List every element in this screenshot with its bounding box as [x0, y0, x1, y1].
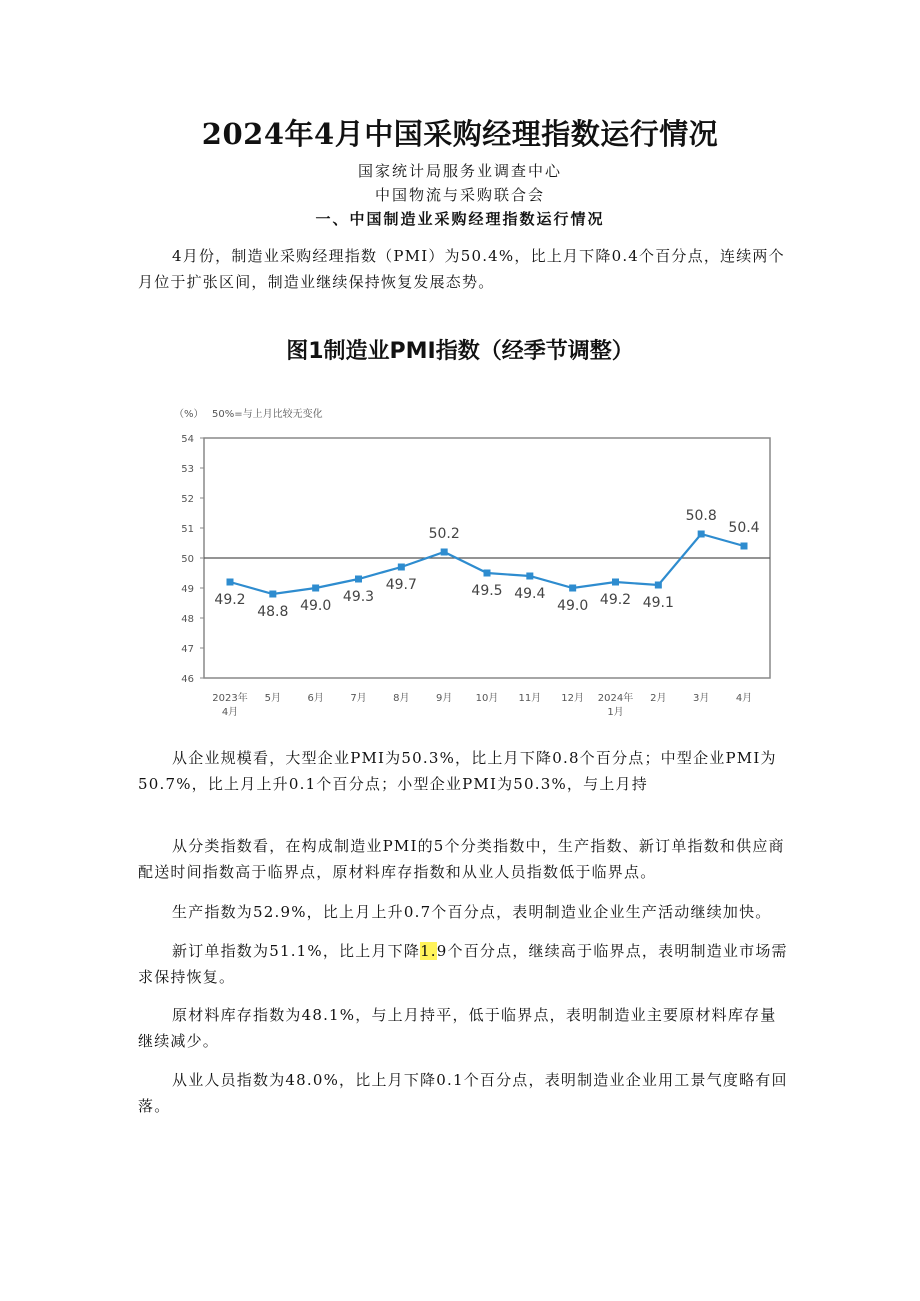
data-point — [355, 576, 362, 583]
y-tick-label: 52 — [181, 494, 194, 505]
x-tick-label: 11月 — [518, 693, 542, 704]
data-label: 49.0 — [300, 598, 332, 614]
data-point — [227, 579, 234, 586]
data-point — [655, 582, 662, 589]
new-orders-text-1: 新订单指数为51.1%，比上月下降 — [172, 942, 421, 960]
x-tick-label: 6月 — [307, 693, 324, 704]
paragraph-enterprise-scale: 从企业规模看，大型企业PMI为50.3%，比上月下降0.8个百分点；中型企业PMI为50.7%，比上月上升0.1个百分点；小型企业PMI为50.3%，与上月持 — [138, 749, 777, 793]
y-tick-label: 46 — [181, 674, 194, 685]
data-point — [612, 579, 619, 586]
data-label: 50.8 — [685, 508, 717, 524]
x-tick-label: 4月 — [221, 707, 239, 718]
data-point — [569, 585, 576, 592]
org-line-2: 中国物流与采购联合会 — [374, 186, 545, 204]
data-label: 49.7 — [385, 577, 417, 593]
paragraph-production-index: 生产指数为52.9%，比上月上升0.7个百分点，表明制造业企业生产活动继续加快。 — [172, 903, 772, 921]
x-tick-label: 4月 — [735, 693, 753, 704]
y-tick-label: 53 — [181, 464, 194, 475]
data-label: 50.4 — [728, 520, 760, 536]
x-tick-label: 8月 — [393, 693, 410, 704]
pmi-line-chart — [160, 398, 780, 728]
x-tick-label: 1月 — [607, 707, 624, 718]
x-tick-label: 12月 — [561, 693, 585, 704]
highlighted-text: 1. — [420, 942, 437, 960]
x-tick-label: 2月 — [650, 693, 667, 704]
data-label: 50.2 — [428, 526, 460, 542]
x-tick-label: 7月 — [350, 693, 367, 704]
x-tick-label: 2023年 — [212, 693, 248, 704]
paragraph-sub-indices: 从分类指数看，在构成制造业PMI的5个分类指数中，生产指数、新订单指数和供应商配送时间指数高于临界点，原材料库存指数和从业人员指数低于临界点。 — [138, 837, 785, 881]
data-point — [698, 531, 705, 538]
y-tick-label: 47 — [181, 644, 194, 655]
paragraph-new-orders-index — [138, 938, 788, 990]
data-label: 48.8 — [257, 604, 289, 620]
data-label: 49.2 — [599, 592, 632, 608]
data-label: 49.5 — [471, 583, 503, 599]
y-tick-label: 50 — [181, 554, 194, 565]
data-point — [398, 564, 405, 571]
x-tick-label: 2024年 — [597, 693, 634, 704]
y-tick-label: 49 — [181, 584, 194, 595]
data-label: 49.3 — [342, 589, 375, 605]
data-point — [526, 573, 533, 580]
data-label: 49.0 — [557, 598, 589, 614]
y-tick-label: 54 — [181, 434, 194, 445]
paragraph-pmi-summary: 4月份，制造业采购经理指数（PMI）为50.4%，比上月下降0.4个百分点，连续两个月位于扩张区间，制造业继续保持恢复发展态势。 — [138, 247, 785, 291]
chart-annotation: 50%=与上月比较无变化 — [212, 409, 323, 420]
x-tick-label: 5月 — [264, 693, 282, 704]
y-axis-unit: （%） — [174, 409, 204, 420]
paragraph-raw-materials-index: 原材料库存指数为48.1%，与上月持平，低于临界点，表明制造业主要原材料库存量继续减少。 — [138, 1006, 777, 1050]
x-tick-label: 10月 — [475, 693, 499, 704]
data-label: 49.1 — [642, 595, 674, 611]
data-point — [269, 591, 276, 598]
data-point — [741, 543, 748, 550]
x-tick-label: 3月 — [692, 693, 710, 704]
x-tick-label: 9月 — [435, 693, 453, 704]
chart-title: 图1制造业PMI指数（经季节调整） — [286, 339, 634, 364]
section-heading: 一、中国制造业采购经理指数运行情况 — [315, 210, 605, 228]
data-point — [441, 549, 448, 556]
document-title: 2024年4月中国采购经理指数运行情况 — [201, 117, 719, 151]
org-line-1: 国家统计局服务业调查中心 — [357, 162, 562, 180]
data-point — [484, 570, 491, 577]
paragraph-employment-index: 从业人员指数为48.0%，比上月下降0.1个百分点，表明制造业企业用工景气度略有回落。 — [138, 1071, 788, 1115]
y-tick-label: 51 — [181, 524, 194, 535]
y-tick-label: 48 — [181, 614, 194, 625]
data-point — [312, 585, 319, 592]
data-label: 49.4 — [514, 586, 546, 602]
data-label: 49.2 — [214, 592, 246, 608]
new-orders-text-2: 9个百分点，继续高于临界点，表明制造业市场需求保持恢复。 — [138, 942, 788, 986]
